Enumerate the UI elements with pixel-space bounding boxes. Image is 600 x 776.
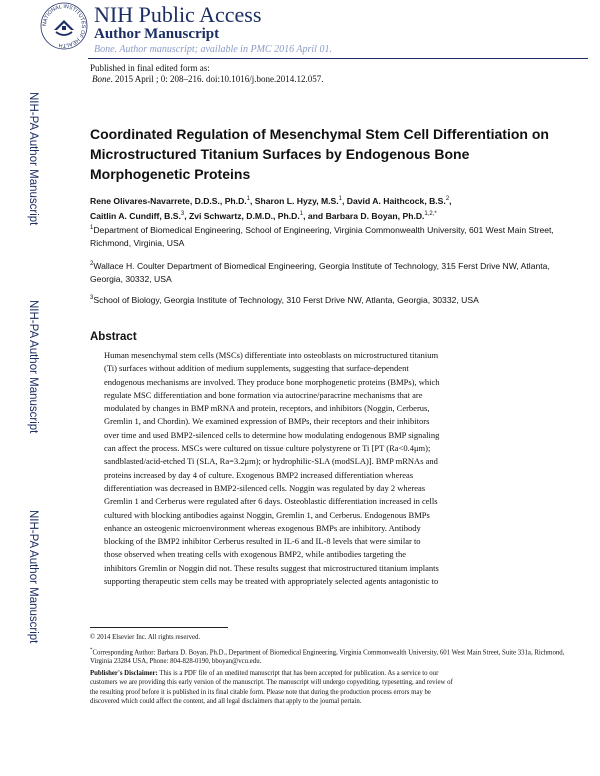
affiliation: $^3$School of Biology, Georgia Institute of Technology, 310 Ferst Drive NW, Atlanta, Georgia, 30332, USA: [90, 294, 479, 305]
footnote-divider: [90, 627, 228, 628]
abstract-line: blocking of the BMP2 inhibitor Cerberus resulted in IL-6 and IL-8 levels that were similar to: [104, 536, 421, 547]
copyright-notice: © 2014 Elsevier Inc. All rights reserved.: [90, 634, 201, 641]
nih-logo: [40, 2, 88, 50]
abstract-line: endogenous mechanisms are involved. They produce bone morphogenetic proteins (BMPs), which: [104, 376, 440, 387]
availability-note: Bone. Author manuscript; available in PMC 2016 April 01.: [94, 44, 332, 55]
disclaimer-label: Publisher's Disclaimer:: [90, 670, 158, 677]
side-label: NIH-PA Author Manuscript: [27, 92, 39, 226]
author-list: Rene Olivares-Navarrete, D.D.S., Ph.D.$^1$, Sharon L. Hyzy, M.S.$^1$, David A. Haithcock, B.S.$^2$, Caitlin A. Cundiff, B.S.$^3$, Zvi Schwartz, D.M.D., Ph.D.$^1$, and Barbara D. Boyan, Ph.D.$^{1,2,*}$: [90, 195, 452, 221]
header-title: NIH Public Access: [94, 2, 262, 27]
abstract-line: (Ti) surfaces without addition of medium supplements, suggesting that surface-dependent: [104, 363, 409, 374]
abstract-line: over time and used BMP2-silenced cells to determine how modulating endogenous BMP signaling: [104, 429, 440, 440]
side-label: NIH-PA Author Manuscript: [27, 510, 39, 644]
side-label: NIH-PA Author Manuscript: [27, 300, 39, 434]
article-title: Coordinated Regulation of Mesenchymal Stem Cell Differentiation on Microstructured Titanium Surfaces by Endogenous Bone Morphogenetic Proteins: [90, 126, 549, 182]
published-label: Published in final edited form as:: [90, 63, 210, 73]
abstract-line: regulate MSC differentiation and bone formation via autocrine/paracrine mechanisms that are: [104, 389, 423, 400]
abstract-line: inhibitors Gremlin or Noggin did not. These results suggest that microstructured titanium implants: [104, 562, 439, 573]
abstract-line: enhance an osteogenic microenvironment whereas exogenous BMPs are inhibitory. Antibody: [104, 522, 421, 533]
abstract-body: [104, 349, 578, 588]
abstract-line: proteins increased by day 4 of culture. Exogenous BMP2 increased differentiation whereas: [104, 469, 414, 480]
abstract-line: sandblasted/acid-etched Ti (SLA, Ra=3.2μm); or hydrophilic-SLA (modSLA)]. BMP mRNAs and: [104, 456, 438, 467]
abstract-line: differentiation was decreased in BMP2-silenced cells. Noggin was regulated by day 2 whereas: [104, 482, 426, 493]
citation: [92, 74, 324, 84]
abstract-line: modulated by changes in BMP mRNA and protein, receptors, and inhibitors (Noggin, Cerberus,: [104, 403, 430, 414]
abstract-line: can affect the process. MSCs were cultured on tissue culture polystyrene or Ti [PT (Ra<0.4μm);: [104, 443, 431, 454]
logo-text: NATIONAL INSTITUTES OF HEALTH: [41, 3, 87, 49]
citation-details: . 2015 April ; 0: 208–216. doi:10.1016/j.bone.2014.12.057.: [110, 74, 324, 84]
header-subtitle: Author Manuscript: [94, 26, 220, 42]
abstract-line: those observed when treating cells with exogenous BMP2, while antibodies targeting the: [104, 549, 407, 560]
abstract-line: Human mesenchymal stem cells (MSCs) differentiate into osteoblasts on microstructured titanium: [104, 350, 439, 360]
abstract-line: Gremlin 1 and Cerberus were regulated after 6 days. Osteoblastic differentiation increased in cells: [104, 496, 438, 507]
corresponding-author-note: *Corresponding Author: Barbara D. Boyan, Ph.D., Department of Biomedical Engineering, Virginia Commonwealth University, 601 West Main Street, Suite 331a, Richmond, Virginia 23284 USA, Phone: 804-828-0190, bboyan@vcu.edu.: [90, 648, 565, 666]
abstract-line: cultured with blocking antibodies against Noggin, Gremlin 1, and Cerberus. Endogenous BMPs: [104, 509, 430, 520]
abstract-heading: Abstract: [90, 331, 137, 343]
header-divider: [88, 58, 588, 59]
abstract-line: supporting therapeutic stem cells may be treated with appropriately selected agents antagonistic to: [104, 576, 439, 587]
affiliation: $^1$Department of Biomedical Engineering, School of Engineering, Virginia Commonwealth University, 601 West Main Street, Richmond, Virginia, USA: [90, 224, 554, 248]
abstract-line: Gremlin 1, and Chordin). We examined expression of BMPs, their receptors and their inhibitors: [104, 416, 430, 427]
publisher-disclaimer: Publisher's Disclaimer: This is a PDF file of an unedited manuscript that has been accepted for publication. As a service to our customers we are providing this early version of the manuscript. The manuscript will undergo copyediting, typesetting, and review of the resulting proof before it is published in its final citable form. Please note that during the production process errors may be discovered which could affect the content, and all legal disclaimers that apply to the journal pertain.: [90, 670, 453, 706]
journal-name: Bone: [92, 74, 111, 84]
affiliation: $^2$Wallace H. Coulter Department of Biomedical Engineering, Georgia Institute of Technology, 315 Ferst Drive NW, Atlanta, Georgia, 30332, USA: [90, 260, 550, 284]
